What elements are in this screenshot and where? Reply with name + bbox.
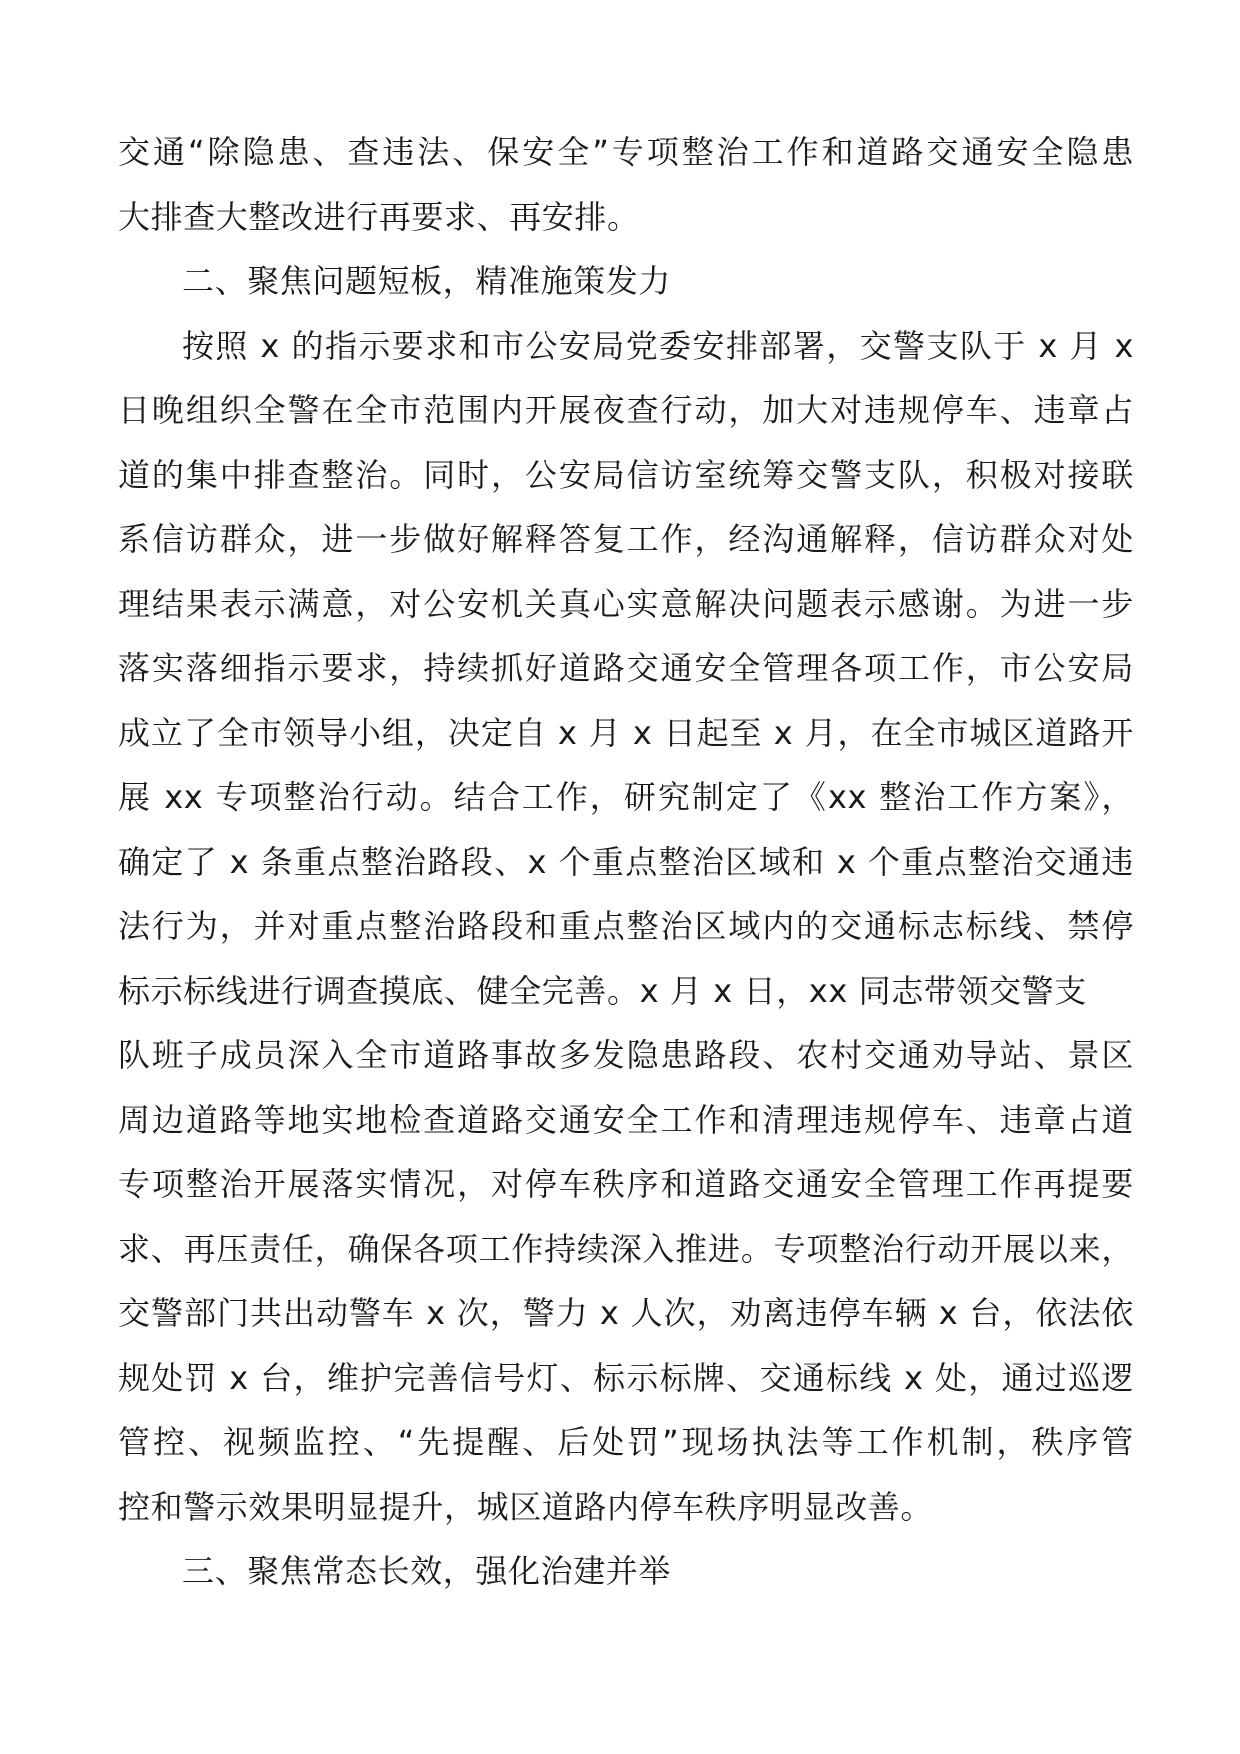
body-line: 标示标线进行调查摸底、健全完善。x 月 x 日，xx 同志带领交警支 [118,971,1087,1010]
body-line: 法行为，并对重点整治路段和重点整治区域内的交通标志标线、禁停 [118,907,1134,945]
body-line: 确定了 x 条重点整治路段、x 个重点整治区域和 x 个重点整治交通违 [118,842,1134,881]
body-line: 落实落细指示要求，持续抓好道路交通安全管理各项工作，市公安局 [118,649,1134,687]
section-heading-2-title: 精准施策发力 [475,262,672,300]
body-line: 队班子成员深入全市道路事故多发隐患路段、农村交通劝导站、景区 [118,1036,1134,1074]
body-line: 交通“除隐患、查违法、保安全”专项整治工作和道路交通安全隐患 [118,133,1134,171]
body-line: 理结果表示满意，对公安机关真心实意解决问题表示感谢。为进一步 [118,584,1134,623]
body-line: 成立了全市领导小组，决定自 x 月 x 日起至 x 月，在全市城区道路开 [118,713,1134,752]
section-heading-3-number: 三、聚焦常态长效， [182,1552,476,1590]
body-line: 交警部门共出动警车 x 次，警力 x 人次，劝离违停车辆 x 台，依法依 [118,1294,1134,1332]
document-body [118,120,1134,1604]
body-line: 系信访群众，进一步做好解释答复工作，经沟通解释，信访群众对处 [118,520,1134,558]
section-heading-3 [118,1539,1134,1604]
body-line: 按照 x 的指示要求和市公安局党委安排部署，交警支队于 x 月 x [182,326,1134,365]
body-line: 专项整治开展落实情况，对停车秩序和道路交通安全管理工作再提要 [118,1165,1134,1203]
body-line: 规处罚 x 台，维护完善信号灯、标示标牌、交通标线 x 处，通过巡逻 [118,1358,1134,1397]
section-heading-2 [118,249,1134,314]
body-line: 控和警示效果明显提升，城区道路内停车秩序明显改善。 [118,1487,934,1526]
body-line: 日晚组织全警在全市范围内开展夜查行动，加大对违规停车、违章占 [118,391,1134,429]
body-line: 求、再压责任，确保各项工作持续深入推进。专项整治行动开展以来， [118,1229,1134,1268]
body-line: 周边道路等地实地检查道路交通安全工作和清理违规停车、违章占道 [118,1100,1134,1139]
body-line: 展 xx 专项整治行动。结合工作，研究制定了《xx 整治工作方案》， [118,778,1134,816]
section-heading-3-title: 强化治建并举 [475,1552,672,1590]
body-line: 大排查大整改进行再要求、再安排。 [118,197,640,236]
section-heading-2-number: 二、聚焦问题短板， [182,262,476,300]
body-line: 道的集中排查整治。同时，公安局信访室统筹交警支队，积极对接联 [118,455,1134,494]
body-line: 管控、视频监控、“先提醒、后处罚”现场执法等工作机制，秩序管 [118,1423,1134,1461]
